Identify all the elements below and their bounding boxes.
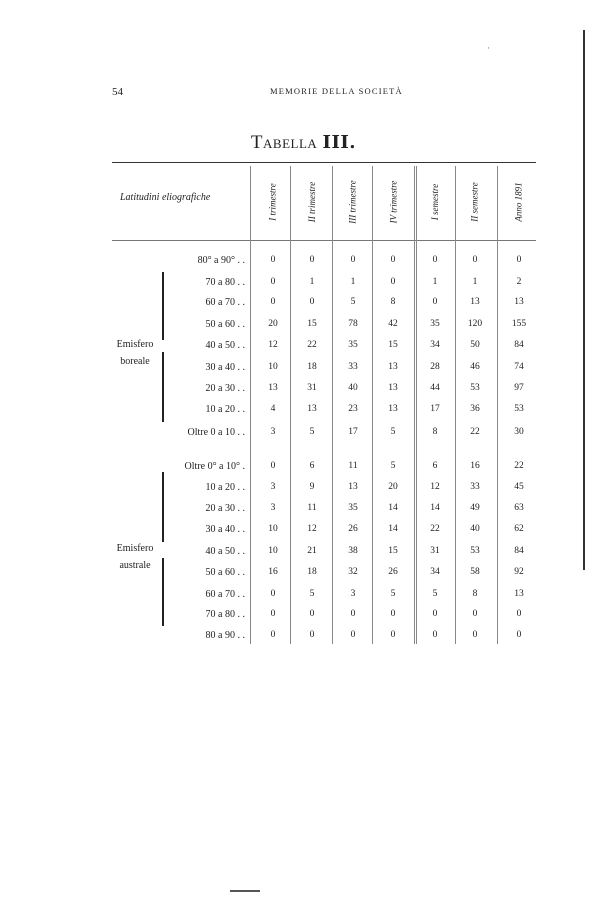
table-cell: 31: [430, 546, 440, 556]
table-cell: 6: [432, 461, 438, 471]
table-cell: 13: [388, 383, 398, 393]
table-cell: 0: [309, 297, 315, 307]
table-cell: 13: [268, 383, 278, 393]
table-cell: 0: [270, 277, 276, 287]
table-cell: 26: [388, 567, 398, 577]
column-header: [381, 166, 405, 238]
column-header: [300, 166, 324, 238]
table-cell: 22: [470, 427, 480, 437]
table-cell: 84: [514, 546, 524, 556]
table-cell: 13: [514, 297, 524, 307]
latitude-label: Oltre 0 a 10 . .: [187, 427, 245, 438]
margin-dot: ·: [487, 43, 490, 53]
table-cell: 5: [390, 589, 396, 599]
table-cell: 13: [388, 362, 398, 372]
column-header-text: III trimestre: [348, 180, 358, 224]
table-cell: 40: [470, 524, 480, 534]
table-cell: 22: [307, 340, 317, 350]
table-cell: 97: [514, 383, 524, 393]
table-cell: 4: [270, 404, 276, 414]
table-cell: 18: [307, 567, 317, 577]
table-cell: 155: [511, 319, 527, 329]
table-cell: 36: [470, 404, 480, 414]
row-header-label: Latitudini eliografiche: [120, 192, 211, 203]
table-cell: 8: [472, 589, 478, 599]
table-cell: 1: [350, 277, 356, 287]
table-cell: 35: [430, 319, 440, 329]
table-cell: 3: [270, 503, 276, 513]
table-cell: 0: [432, 630, 438, 640]
table-cell: 12: [268, 340, 278, 350]
table-title-prefix: Tabella: [250, 132, 318, 153]
column-header-text: I trimestre: [268, 183, 279, 221]
table-cell: 21: [307, 546, 317, 556]
table-cell: 0: [309, 609, 315, 619]
table-cell: 40: [348, 383, 358, 393]
table-cell: 0: [432, 609, 438, 619]
latitude-label: 70 a 80 . .: [205, 277, 245, 288]
table-cell: 63: [514, 503, 524, 513]
table-cell: 0: [516, 255, 522, 265]
column-header: [423, 166, 447, 238]
table-cell: 92: [514, 567, 524, 577]
table-cell: 53: [470, 546, 480, 556]
header-top-rule: [112, 162, 536, 163]
table-cell: 0: [472, 630, 478, 640]
table-cell: 15: [388, 340, 398, 350]
column-header: [341, 166, 365, 238]
column-header-text: I semestre: [430, 183, 440, 221]
table-cell: 5: [390, 461, 396, 471]
table-cell: 12: [430, 482, 440, 492]
table-cell: 3: [270, 482, 276, 492]
table-cell: 0: [270, 255, 276, 265]
table-cell: 5: [390, 427, 396, 437]
table-cell: 0: [270, 461, 276, 471]
table-cell: 38: [348, 546, 358, 556]
table-cell: 45: [514, 482, 524, 492]
column-header-text: IV trimestre: [388, 180, 398, 224]
table-cell: 0: [390, 255, 396, 265]
table-cell: 53: [470, 383, 480, 393]
latitude-label: 40 a 50 . .: [205, 340, 245, 351]
table-cell: 0: [270, 630, 276, 640]
table-title: [0, 132, 607, 154]
table-cell: 17: [430, 404, 440, 414]
table-cell: 9: [309, 482, 315, 492]
table-cell: 3: [270, 427, 276, 437]
latitude-label: 10 a 20 . .: [205, 404, 245, 415]
table-cell: 33: [470, 482, 480, 492]
latitude-label: 30 a 40 . .: [205, 362, 245, 373]
table-cell: 16: [268, 567, 278, 577]
latitude-label: 30 a 40 . .: [205, 524, 245, 535]
table-cell: 13: [348, 482, 358, 492]
table-cell: 8: [432, 427, 438, 437]
table-cell: 6: [309, 461, 315, 471]
table-cell: 13: [514, 589, 524, 599]
table-cell: 12: [307, 524, 317, 534]
table-cell: 84: [514, 340, 524, 350]
table-cell: 78: [348, 319, 358, 329]
table-cell: 13: [307, 404, 317, 414]
column-divider: [497, 166, 498, 644]
table-cell: 49: [470, 503, 480, 513]
table-cell: 22: [430, 524, 440, 534]
table-cell: 58: [470, 567, 480, 577]
table-cell: 0: [472, 255, 478, 265]
table-cell: 35: [348, 503, 358, 513]
table-cell: 0: [472, 609, 478, 619]
table-cell: 13: [470, 297, 480, 307]
table-cell: 16: [470, 461, 480, 471]
table-cell: 23: [348, 404, 358, 414]
table-cell: 1: [432, 277, 438, 287]
table-cell: 0: [309, 255, 315, 265]
table-cell: 74: [514, 362, 524, 372]
table-cell: 0: [432, 297, 438, 307]
table-cell: 53: [514, 404, 524, 414]
page-number: 54: [112, 86, 123, 98]
table-cell: 10: [268, 546, 278, 556]
table-cell: 0: [390, 277, 396, 287]
running-head: MEMORIE DELLA SOCIETÀ: [270, 86, 403, 96]
table-cell: 5: [432, 589, 438, 599]
table-cell: 20: [268, 319, 278, 329]
table-cell: 0: [309, 630, 315, 640]
table-cell: 26: [348, 524, 358, 534]
latitude-label: 20 a 30 . .: [205, 383, 245, 394]
table-cell: 44: [430, 383, 440, 393]
table-cell: 120: [467, 319, 483, 329]
latitude-label: 60 a 70 . .: [205, 589, 245, 600]
latitude-label: 50 a 60 . .: [205, 319, 245, 330]
latitude-label: 80° a 90° . .: [197, 255, 245, 266]
column-header-text: II semestre: [470, 182, 480, 222]
table-cell: 0: [516, 609, 522, 619]
table-cell: 2: [516, 277, 522, 287]
table-cell: 17: [348, 427, 358, 437]
column-divider: [250, 166, 251, 644]
table-cell: 50: [470, 340, 480, 350]
column-header-text: II trimestre: [307, 181, 318, 223]
column-header: [463, 166, 487, 238]
latitude-label: 50 a 60 . .: [205, 567, 245, 578]
table-cell: 34: [430, 567, 440, 577]
table-cell: 0: [432, 255, 438, 265]
table-cell: 10: [268, 362, 278, 372]
header-bottom-rule: [112, 240, 536, 241]
latitude-label: 20 a 30 . .: [205, 503, 245, 514]
column-header: [261, 166, 285, 238]
latitude-label: Oltre 0° a 10° .: [184, 461, 245, 472]
table-cell: 0: [516, 630, 522, 640]
table-cell: 14: [430, 503, 440, 513]
table-cell: 32: [348, 567, 358, 577]
table-cell: 11: [307, 503, 317, 513]
table-cell: 30: [514, 427, 524, 437]
page-edge-rule: [583, 30, 585, 570]
latitude-label: 80 a 90 . .: [205, 630, 245, 641]
table-cell: 18: [307, 362, 317, 372]
table-cell: 15: [307, 319, 317, 329]
group-australe-text: Emisfero australe: [116, 543, 154, 571]
table-cell: 0: [390, 609, 396, 619]
table-cell: 42: [388, 319, 398, 329]
table-cell: 1: [472, 277, 478, 287]
table-cell: 46: [470, 362, 480, 372]
table-cell: 35: [348, 340, 358, 350]
latitude-label: 60 a 70 . .: [205, 297, 245, 308]
table-cell: 0: [350, 630, 356, 640]
table-cell: 0: [270, 589, 276, 599]
table-title-number: III.: [322, 132, 357, 153]
table-cell: 10: [268, 524, 278, 534]
table-cell: 8: [390, 297, 396, 307]
column-header-text: Anno 1891: [514, 182, 524, 222]
table-cell: 62: [514, 524, 524, 534]
footer-mark: [230, 890, 260, 892]
table-cell: 20: [388, 482, 398, 492]
latitude-label: 10 a 20 . .: [205, 482, 245, 493]
table-cell: 14: [388, 503, 398, 513]
table-cell: 0: [270, 609, 276, 619]
table-cell: 5: [309, 427, 315, 437]
table-cell: 14: [388, 524, 398, 534]
column-header: [507, 166, 531, 238]
table-cell: 15: [388, 546, 398, 556]
table-cell: 0: [390, 630, 396, 640]
latitude-label: 70 a 80 . .: [205, 609, 245, 620]
table-cell: 5: [350, 297, 356, 307]
table-cell: 0: [270, 297, 276, 307]
table-cell: 22: [514, 461, 524, 471]
table-cell: 1: [309, 277, 315, 287]
table-cell: 0: [350, 255, 356, 265]
table-cell: 0: [350, 609, 356, 619]
table-cell: 13: [388, 404, 398, 414]
group-boreale-text: Emisfero boreale: [116, 339, 154, 367]
table-cell: 31: [307, 383, 317, 393]
table-cell: 5: [309, 589, 315, 599]
latitude-label: 40 a 50 . .: [205, 546, 245, 557]
table-cell: 3: [350, 589, 356, 599]
table-cell: 33: [348, 362, 358, 372]
table-cell: 11: [348, 461, 358, 471]
table-cell: 34: [430, 340, 440, 350]
table-cell: 28: [430, 362, 440, 372]
